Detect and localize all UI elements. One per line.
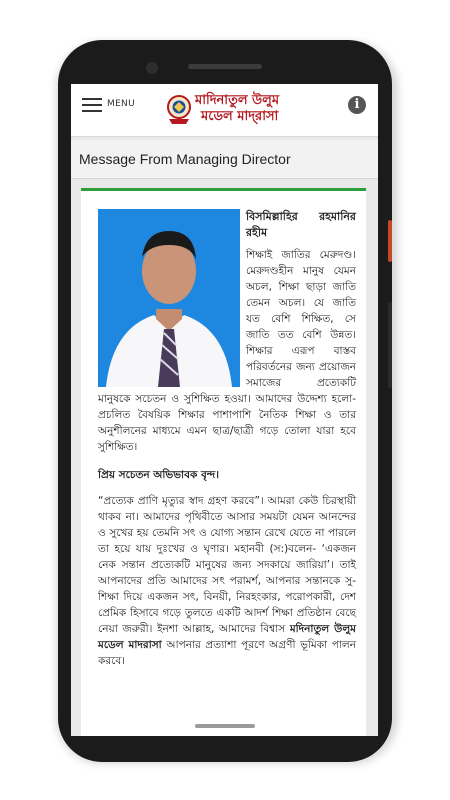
- message-card: [81, 188, 366, 736]
- hamburger-menu-icon[interactable]: [82, 98, 102, 112]
- madrasa-logo-emblem: [166, 94, 192, 126]
- guardians-heading: প্রিয় সচেতন অভিভাবক বৃন্দ।: [98, 469, 219, 481]
- earpiece-speaker: [188, 64, 262, 69]
- info-icon[interactable]: i: [348, 96, 366, 114]
- guardian-message-text-1: “প্রত্যেক প্রাণি মৃত্যুর স্বাদ গ্রহণ করবে”। আমরা কেউ চিরস্থায়ী থাকব না। আমাদের পৃথিবীতে আসার সময়টা যেমন আনন্দের ও সুখের হয় তেমনি সৎ ও যোগ্য সন্তান রেখে যেতে না পারলে তা হয়ে যায় দুঃখের ও ঘৃণার। মহানবী (স:)বলেন- ‘একজন নেক সন্তান প্রত্যেকটি মানুষের জন্য সদকায়ে জারিয়া’। তাই আপনাদের প্রতি আমাদের সৎ পরামর্শ, আপনার সন্তানকে সু- শিক্ষা দিয়ে একজন সৎ, বিনয়ী, নিরহংকার, পরোপকারী, দেশ প্রেমিক হিসাবে গড়ে তুলতে একটি আদর্শ শিক্ষা প্রতিষ্ঠান বেছে নেয়া জরুরী। ইনশা আল্লাহ, আমাদের বিশ্বাস: [98, 495, 356, 635]
- app-screen: [71, 84, 378, 736]
- volume-button: [388, 302, 392, 388]
- madrasa-logo-text: [195, 93, 325, 125]
- guardian-message-paragraph: [98, 493, 356, 669]
- logo-line-2: মডেল মাদ্‌রাসা: [201, 109, 279, 124]
- page-title: Message From Managing Director: [79, 151, 291, 167]
- menu-label[interactable]: MENU: [107, 99, 135, 109]
- app-header: [71, 84, 378, 137]
- intro-paragraph: শিক্ষাই জাতির মেরুদণ্ড। মেরুদণ্ডহীন মানুষ যেমন অচল, শিক্ষা ছাড়া জাতি তেমন অচল। যে জাতি যত বেশি শিক্ষিত, সে জাতি তত বেশি উন্নত। শিক্ষার এরূপ বাস্তব পরিবর্তনের জন্য প্রয়োজন সমাজের প্রত্যেকটি মানুষকে সচেতন ও সুশিক্ষিত হওয়া। আমাদের উদ্দেশ্য হলো- প্রচলিত বৈষয়িক শিক্ষার পাশাপাশি নৈতিক শিক্ষা ও তার অনুশীলনের মাধ্যমে এমন ছাত্র/ছাত্রী গড়ে তোলা যারা হবে সুশিক্ষিত।: [98, 249, 356, 453]
- logo-line-1: মাদিনাতুল উলুম: [195, 93, 280, 108]
- guardian-message-text-2: আপনার প্রত্যাশা পূরণে অগ্রণী ভূমিকা পালন করবে।: [98, 639, 357, 667]
- portrait-image: [98, 209, 240, 387]
- madrasa-name-highlight: মদিনাতুল উলুম মডেল মাদরাসা: [98, 623, 356, 651]
- home-indicator: [195, 724, 255, 728]
- page-title-bar: [71, 140, 378, 179]
- power-button: [388, 220, 392, 262]
- front-camera: [146, 62, 158, 74]
- greeting-heading: বিসমিল্লাহির রহমানির রহীম: [246, 210, 356, 239]
- director-photo: [98, 209, 240, 387]
- message-body: [81, 191, 366, 669]
